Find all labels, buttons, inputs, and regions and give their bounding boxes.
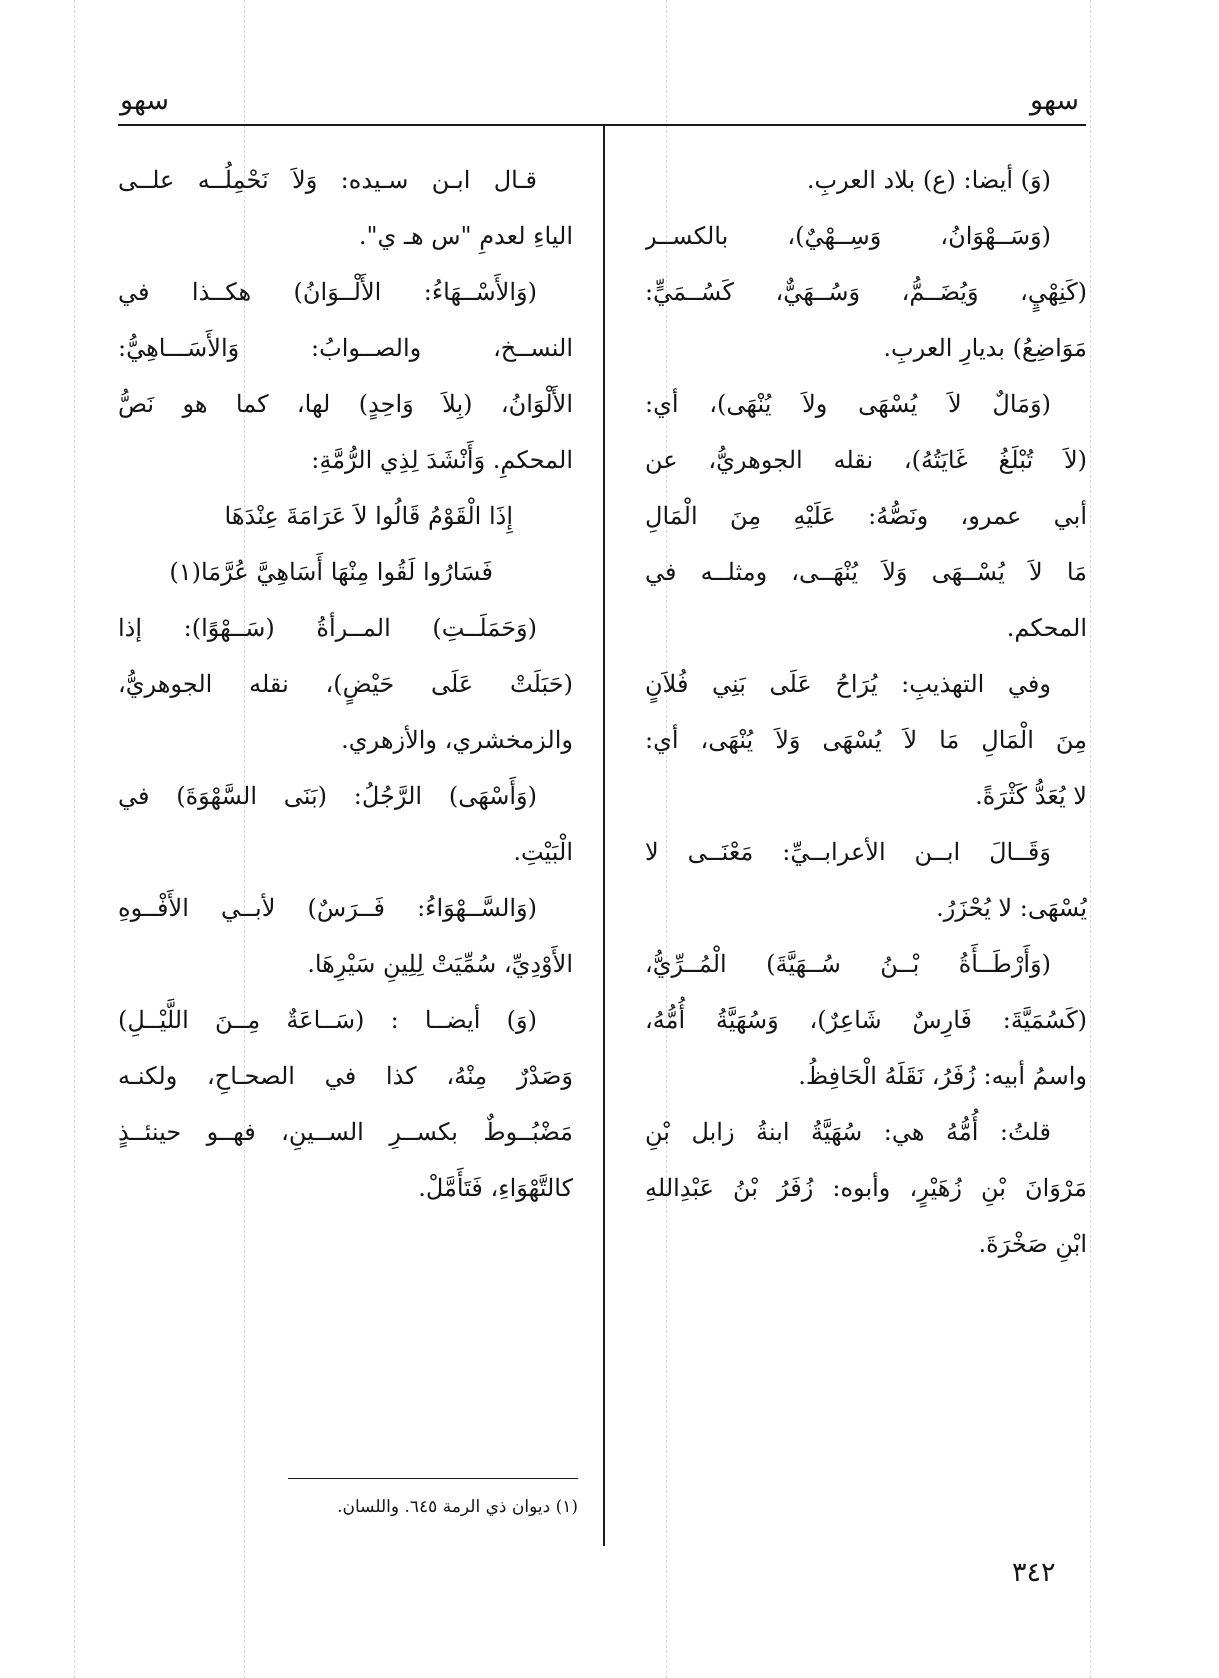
text-line: وَقَــالَ ابــن الأعرابــيِّ: مَعْنَــى لا xyxy=(645,838,1051,866)
text-line: (وَأَرْطَــأَةُ بْــنُ سُــهَيَّةَ) الْمُــرِّيُّ، xyxy=(645,950,1051,978)
footnote: (١) ديوان ذي الرمة ٦٤٥. واللسان. xyxy=(337,1497,578,1517)
text-line: (وَ) أيضــا : (سَــاعَةٌ مِــنَ اللَّيْــلِ) xyxy=(118,1006,537,1034)
text-line: المحكمِ. وَأَنْشَدَ لِذِي الرُّمَّةِ: xyxy=(311,446,573,474)
text-line: مَرْوَانَ بْنِ زُهَيْرٍ، وأبوه: زُفَرُ بْنُ عَبْدِاللهِ xyxy=(645,1174,1087,1202)
page-number: ٣٤٢ xyxy=(1012,1557,1056,1588)
scan-guide-line xyxy=(1090,0,1091,1678)
running-header-left: سهو xyxy=(120,85,170,116)
text-line: واسمُ أبيه: زُفَرُ، نَقَلَهُ الْحَافِظُ. xyxy=(798,1062,1087,1090)
text-line: مَا لاَ يُسْــهَى وَلاَ يُنْهَــى، ومثلــه في xyxy=(645,558,1087,586)
text-line: وَصَدْرٌ مِنْهُ، كذا في الصحـاحِ، ولكنـه xyxy=(118,1062,573,1090)
text-line: وفي التهذيبِ: يُرَاحُ عَلَى بَنِي فُلاَنٍ xyxy=(645,670,1051,698)
text-line: مِنَ الْمَالِ مَا لاَ يُسْهَى وَلاَ يُنْهَى، أي: xyxy=(645,726,1087,754)
text-line: مَضْبُــوطٌ بكســرِ الســينِ، فهــو حينئــذٍ xyxy=(118,1118,573,1146)
text-line: (وَ) أيضا: (ع) بلاد العربِ. xyxy=(806,166,1051,194)
text-line: الياءِ لعدمِ "س هـ ي". xyxy=(358,222,573,250)
text-line: قـال ابـن سـيده: وَلاَ نَحْمِلُــه علــى xyxy=(118,166,537,194)
text-line: المحكم. xyxy=(1006,614,1087,642)
text-line: (حَبَلَتْ عَلَى حَيْضٍ)، نقله الجوهريُّ، xyxy=(118,670,573,698)
column-divider xyxy=(603,126,605,1546)
text-line: لا يُعَدُّ كَثْرَةً. xyxy=(975,782,1087,810)
header-rule xyxy=(118,124,1086,126)
text-line: الأَلْوَانُ، (بِلاَ وَاحِدٍ) لها، كما هو نَصُّ xyxy=(118,390,573,418)
scan-guide-line xyxy=(74,0,75,1678)
text-line: (وَحَمَلَــتِ) المــرأةُ (سَــهْوًا): إذا xyxy=(118,614,537,642)
text-line: ابْنِ صَخْرَةَ. xyxy=(978,1230,1087,1258)
text-line: الأَوْدِيِّ، سُمِّيَتْ لِلِينِ سَيْرِهَا. xyxy=(307,950,573,978)
text-line: (كَنِهْيٍ، وَيُضَــمُّ، وَسُــهَيٌّ، كَسُــمَيٍّ: xyxy=(645,278,1087,306)
text-line: قلتُ: أُمُّهُ هي: سُهَيَّةُ ابنةُ زابل بْنِ xyxy=(645,1118,1051,1146)
text-line: (وَالأَسْــهَاءُ: الأَلْــوَانُ) هكــذا في xyxy=(118,278,537,306)
text-line: يُسْهَى: لا يُحْزَرُ. xyxy=(936,894,1087,922)
text-line: والزمخشري، والأزهري. xyxy=(341,726,573,754)
footnote-rule xyxy=(288,1478,578,1479)
text-line: النســخ، والصــوابُ: وَالأَسَـــاهِيُّ: xyxy=(118,334,573,362)
left-column xyxy=(118,152,573,1216)
text-line: (وَالسَّــهْوَاءُ: فَــرَسٌ) لأبــي الأَفْــوهِ xyxy=(118,894,537,922)
text-line: (وَمَالٌ لاَ يُسْهَى ولاَ يُنْهَى)، أي: xyxy=(645,390,1051,418)
text-line: (كَسُمَيَّةَ: فَارِسٌ شَاعِرٌ)، وَسُهَيَّةُ أُمُّهُ، xyxy=(645,1006,1087,1034)
text-line: الْبَيْتِ. xyxy=(513,838,573,866)
text-line: (وَأَسْهَى) الرَّجُلُ: (بَنَى السَّهْوَةَ) في xyxy=(118,782,537,810)
poem-verse-line: إِذَا الْقَوْمُ قَالُوا لاَ عَرَامَةَ عِنْدَهَا xyxy=(224,502,513,530)
text-line: (وَسَــهْوَانُ، وَسِــهْيٌ)، بالكســر xyxy=(645,222,1051,250)
poem-verse-line: فَسَارُوا لَقُوا مِنْهَا أَسَاهِيَّ عُرَّمَا(١) xyxy=(169,558,493,586)
text-line: أبي عمرو، ونَصُّهُ: عَلَيْهِ مِنَ الْمَالِ xyxy=(645,502,1087,530)
text-line: (لاَ تُبْلَغُ غَايَتُهُ)، نقله الجوهريُّ، عن xyxy=(645,446,1087,474)
text-line: كالتَّهْوَاءِ، فَتَأَمَّلْ. xyxy=(418,1174,573,1202)
running-header-right: سهو xyxy=(1030,85,1080,116)
right-column xyxy=(645,152,1087,1272)
text-line: مَوَاضِعُ) بديارِ العربِ. xyxy=(883,334,1087,362)
